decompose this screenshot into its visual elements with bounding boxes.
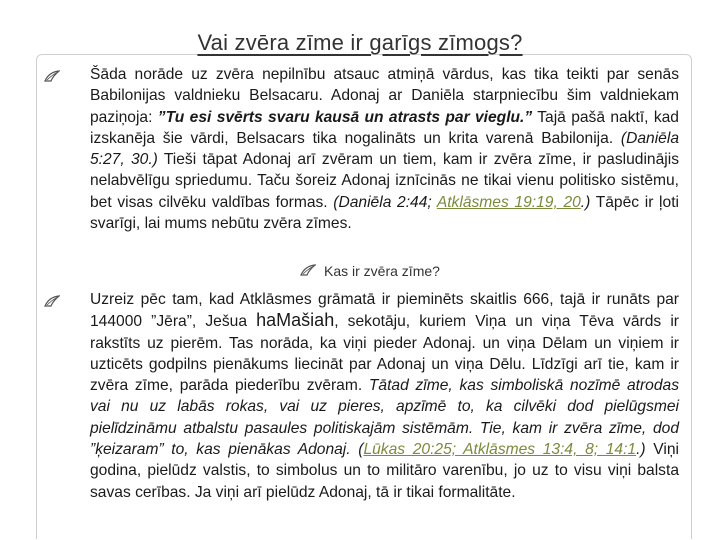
- p2-text-3: Viņi godina, pielūdz valstis, to simbolus un to militāro varenību, jo uz to visu viņi balsta savas cerības. Ja viņi arī pielūdz Adonaj, tā ir tikai formalitāte.: [90, 441, 679, 501]
- p1-quote: ”Tu esi svērts svaru kausā un atrasts par vieglu.”: [157, 108, 533, 126]
- bullet-icon: [44, 68, 60, 84]
- p1-text-1: Šāda norāde uz zvēra nepilnību atsauc atmiņā vārdus, kas tika teikti par senās Babilonijas valdnieku Belsacaru. Adonaj ar Daniēla starpniecību šim valdniekam paziņoja:: [90, 66, 679, 126]
- p1-reference-end: .): [580, 193, 591, 211]
- subheading: [300, 262, 440, 279]
- p2-italic-text: Tātad zīme, kas simboliskā nozīmē atrodas vai nu uz labās rokas, vai uz pieres, apzīmē to, ka cilvēki dod pielūgsmei pielīdzināmu atbalstu pasaules politiskajām sistēmām. Tie, kam ir zvēra zīme, dod ”ķeizaram” to, kas pienākas Adonaj. (: [90, 377, 679, 459]
- slide-title: Vai zvēra zīme ir garīgs zīmogs?: [197, 30, 523, 55]
- p1-text-4: Tāpēc ir ļoti svarīgi, lai mums nebūtu zvēra zīmes.: [90, 193, 679, 233]
- p2-reference-link[interactable]: Lūkas 20:25; Atklāsmes 13:4, 8; 14:1: [363, 441, 637, 459]
- p1-reference-link[interactable]: Atklāsmes 19:19, 20: [436, 193, 581, 211]
- subheading-text: Kas ir zvēra zīme?: [324, 263, 440, 279]
- p2-name: haMašiah: [256, 310, 335, 331]
- p1-text-3: Tieši tāpat Adonaj arī zvēram un tiem, kam ir zvēra zīme, ir pasludinājis nelabvēlīgu spriedumu. Taču šoreiz Adonaj iznīcinās ne tikai vienu politisko sistēmu, bet visas cilvēku valdības formas.: [90, 151, 679, 211]
- bullet-icon: [300, 262, 316, 278]
- p2-reference-end: .): [636, 441, 646, 459]
- p2-text-1: Uzreiz pēc tam, kad Atklāsmes grāmatā ir pieminēts skaitlis 666, tajā ir runāts par 144000 ”Jēra”, Ješua: [90, 291, 679, 331]
- bullet-icon: [44, 293, 60, 309]
- p1-reference-daniel: (Daniēla 5:27, 30.): [90, 129, 679, 169]
- paragraph-belshazzar: [90, 64, 679, 234]
- p1-reference-daniel-2: (Daniēla 2:44;: [333, 193, 437, 211]
- paragraph-mark-of-beast: [90, 289, 679, 503]
- p2-text-2: , sekotāju, kuriem Viņa un viņa Tēva vārds ir rakstīts uz pierēm. Tas norāda, ka viņi pieder Adonaj. un viņa Dēlam un viņiem ir uzticēts godpilns pienākums liecināt par Adonaj un viņa Dēlu. Līdzīgi arī tie, kam ir zvēra zīme, parāda piederību zvēram.: [90, 313, 679, 395]
- p1-text-2: Tajā pašā naktī, kad izskanēja šie vārdi, Belsacars tika nogalināts un krita varenā Babilonija.: [90, 108, 679, 147]
